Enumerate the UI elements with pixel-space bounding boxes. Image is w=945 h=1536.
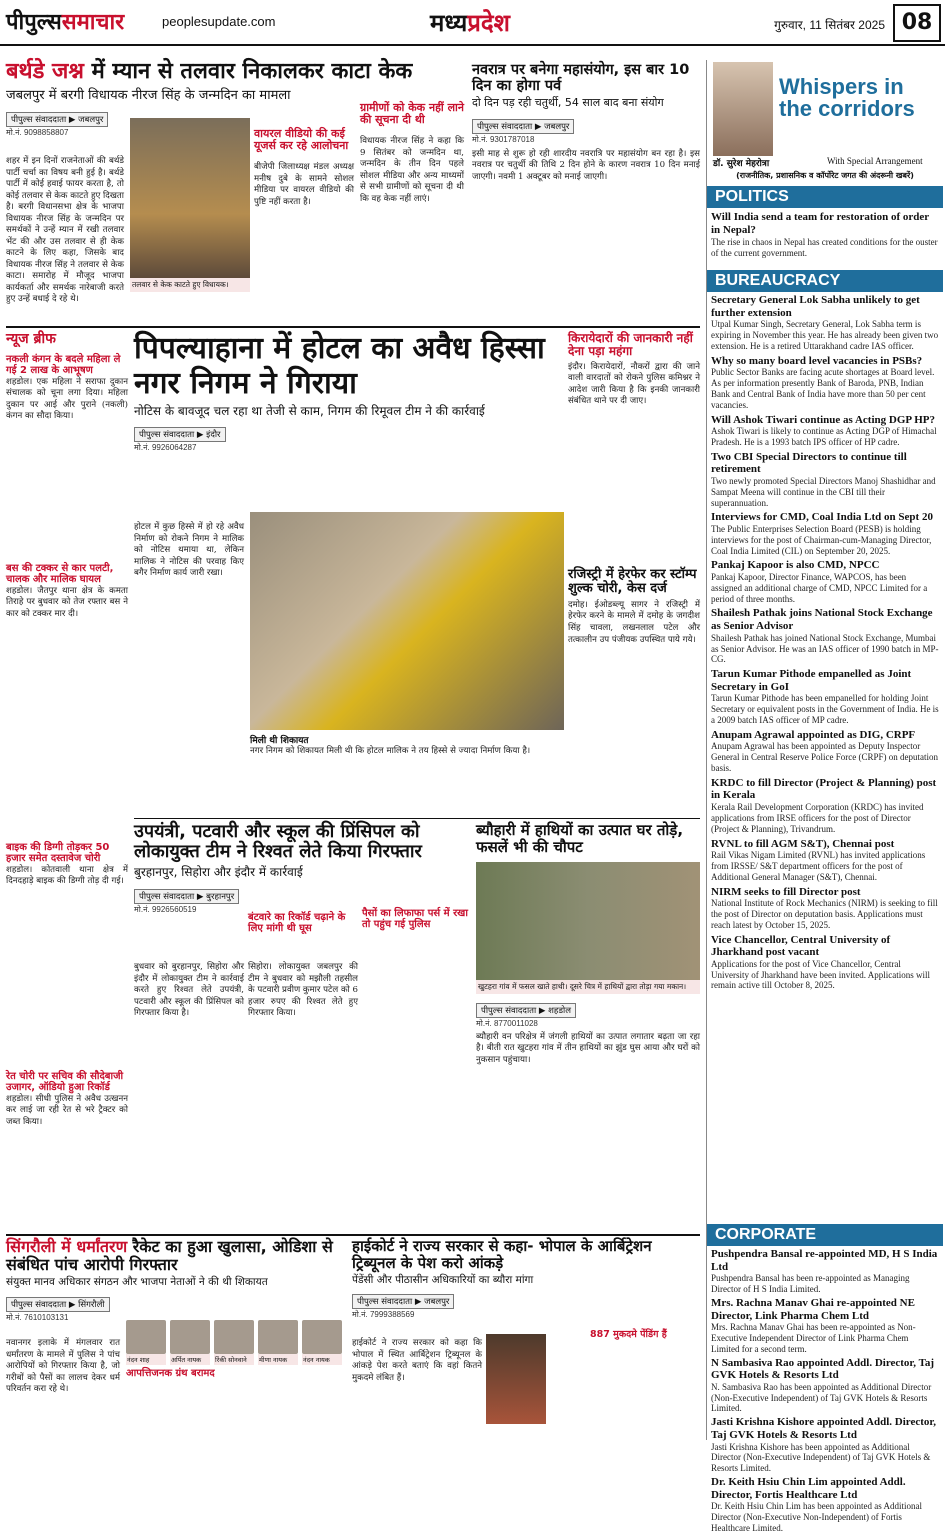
lokayukta-deck: बुरहानपुर, सिहोरा और इंदौर में कार्रवाई [134,865,303,880]
brand-name-2: समाचार [61,10,125,35]
politics-section [707,186,943,260]
lead-headline-red: बर्थडे जश्न [6,59,84,84]
whispers-tagline: (राजनीतिक, प्रशासनिक व कॉर्पोरेट जगत की अंदरूनी खबरें) [736,171,914,180]
navratra-body: इसी माह से शुरू हो रही शारदीय नवरात्रि पर महासंयोग बन रहा है। इस नवरात्र पर चतुर्थी की तिथि 2 दिन होने के कारण नवरात्र 10 दिन मनाई जाएगी। नवमी 1 अक्टूबर को मनाई जाएगी। [472,148,700,182]
hotel-mobile: मो.नं. 9926064287 [134,443,197,453]
item-body: Applications for the post of Vice Chancellor, Central University of Jharkhand have been invited. Applications will remain active till October 8, 2025. [711,958,930,991]
elephant-byline: पीपुल्स संवाददाता ▶ शहडोल [476,1003,576,1018]
whispers-logo: Whispers in the corridors [779,74,915,121]
item-body: National Institute of Rock Mechanics (NIRM) is seeking to fill the post of Director on deputation basis. Applications must reach latest by October 15, 2025. [711,898,938,930]
elephant-story [476,822,700,1232]
lead-body-3: विधायक नीरज सिंह ने कहा कि 9 सितंबर को जन्मदिन था, जन्मदिन के तीन दिन पहले सोशल मीडिया और अन्य माध्यमों से सभी ग्रामीणों को सूचना दी थी कि वह केक नहीं लाएं। [360,136,464,204]
elephant-photo-caption: खुटहरा गांव में फसल खाते हाथी। दूसरे चित्र में हाथियों द्वारा तोड़ा गया मकान। [476,980,700,994]
singrauli-headline-red: सिंगरौली में धर्मांतरण [6,1237,128,1256]
side-stories [568,332,700,816]
item-body: Tarun Kumar Pithode has been empanelled for holding Joint Secretary or equivalent posts in the Government of India. He is a 2009 batch IAS officer of MP cadre. [711,693,939,726]
section-title [390,6,550,39]
item-body: Pushpendra Bansal has been re-appointed as Managing Director of H S India Limited. [711,1273,910,1295]
item-headline: Interviews for CMD, Coal India Ltd on Sept 20 [711,511,933,524]
item-body: Utpal Kumar Singh, Secretary General, Lok Sabha term is expiring in November this year. He has already been given two extension. He is a retired Uttarakhand cadre IAS officer. [711,319,939,351]
elephant-headline: ब्यौहारी में हाथियों का उत्पात घर तोड़े, फसलें भी की चौपट [476,821,684,856]
news-brief [6,332,128,1362]
highcourt-byline: पीपुल्स संवाददाता ▶ जबलपुर [352,1294,454,1309]
accused-name: मीणा नायक [258,1354,298,1365]
lokayukta-mobile: मो.नं. 9926560519 [134,904,197,914]
author-photo [713,62,773,156]
lead-deck: जबलपुर में बरगी विधायक नीरज सिंह के जन्मदिन का मामला [6,87,291,103]
registry-body: दमोह। ईओडब्ल्यू सागर ने रजिस्ट्री में हेरफेर करने के मामले में दमोह के जगदीश सिंह चावला, लखनलाल पटेल और तत्कालीन उप पंजीयक उपस्थित पाये गये। [568,599,700,645]
accused-photo [302,1320,342,1354]
item-body: Anupam Agrawal has been appointed as Deputy Inspector General in Central Reserve Police Force (CRPF) on deputation basis. [711,741,938,774]
accused-name: अर्पित नायक [170,1354,210,1365]
brand-name: पीपुल्स [6,10,62,35]
hotel-deck: नोटिस के बावजूद चल रहा था तेजी से काम, निगम की रिमूवल टीम ने की कार्रवाई [134,404,485,418]
accused-photo [126,1320,166,1354]
elephant-mobile: मो.नं. 8770011028 [476,1018,538,1028]
corporate-section [707,1224,943,1533]
lokayukta-body: बुधवार को बुरहानपुर, सिहोरा और इंदौर में लोकायुक्त टीम ने कार्रवाई करते हुए रिश्वत लेते उपयंत्री, पटवारी और स्कूल की प्रिंसिपल को गिरफ्तार किया है। [134,962,244,1019]
page-number: 08 [893,4,941,42]
item-headline: Mrs. Rachna Manav Ghai re-appointed NE Director, Link Pharma Chem Ltd [711,1296,915,1322]
lead-photo-caption: तलवार से केक काटते हुए विधायक। [130,278,250,292]
highcourt-headline: हाईकोर्ट ने राज्य सरकार से कहा- भोपाल के आर्बिट्रेशन ट्रिब्यूनल के पेश करो आंकड़े [352,1237,652,1272]
brief-body: शहडोल। जैतपुर थाना क्षेत्र के कमता तिराहे पर बुधवार को तेज रफ्तार बस ने कार को टक्कर मार दी। [6,585,128,619]
item-headline: Why so many board level vacancies in PSBs? [711,354,923,367]
item-headline: Pankaj Kapoor is also CMD, NPCC [711,559,880,572]
item-headline: Secretary General Lok Sabha unlikely to get further extension [711,294,920,319]
highcourt-byline-name: पीपुल्स संवाददाता [357,1297,413,1308]
singrauli-body: नवानगर इलाके में मंगलवार रात धर्मांतरण के मामले में पुलिस ने पांच आरोपियों को गिरफ्तार किया है, जो गरीबों को पैसों का लालच देकर धर्म परिवर्तन करा रहे थे। [6,1338,120,1395]
elephant-byline-name: पीपुल्स संवाददाता [481,1005,537,1016]
hotel-body-2: नगर निगम को शिकायत मिली थी कि होटल मालिक ने तय हिस्से से ज्यादा निर्माण किया है। [250,746,531,757]
singrauli-byline: पीपुल्स संवाददाता ▶ सिंगरौली [6,1297,110,1312]
lokayukta-byline: पीपुल्स संवाददाता ▶ बुरहानपुर [134,889,239,904]
hotel-headline: पिपल्याहाना में होटल का अवैध हिस्सा नगर निगम ने गिराया [134,331,545,401]
accused-name: नंदन नायक [302,1354,342,1365]
lead-body-1: शहर में इन दिनों राजनेताओं की बर्थडे पार्टी चर्चा का विषय बनी हुई है। बर्थडे पार्टी में कोई हवाई फायर करता है, तो कोई तलवार से केक काटते हुए दिखता है। बरगी विधानसभा क्षेत्र के भाजपा विधायक नीरज सिंह के जन्मदिन पर समर्थकों ने उन्हें म्यान में रखी तलवार भेंट की और उस तलवार से ही केक काटने के लिए कहा, जिसके बाद विधायक नीरज सिंह ने तलवार से केक काटा। समारोह में मौजूद भाजपा कार्यकर्ता और समर्थक नारेबाजी करते हुए उन्हें बधाई दे रहे थे। [6,156,125,305]
item-body: Mrs. Rachna Manav Ghai has been re-appointed as Non-Executive Independent Director of Link Pharma Chem Limited for a second term. [711,1322,916,1354]
elephant-byline-place: शहडोल [548,1005,571,1016]
whispers-column [706,60,942,1533]
accused-name: नंदन शाह [126,1354,166,1365]
brand-logo [6,6,156,36]
accused-photos [126,1320,344,1364]
lokayukta-subhead: बंटवारे का रिकॉर्ड चढ़ाने के लिए मांगी थी घूस [248,912,346,935]
singrauli-headline: रैकेट का हुआ खुलासा, ओडिशा से संबंधित पांच आरोपी गिरफ्तार [6,1237,333,1274]
highcourt-subhead: 887 मुकदमे पेंडिंग हैं [590,1329,667,1340]
lead-mobile: मो.नं. 9098858807 [6,128,69,138]
brief-headline: रेत चोरी पर सचिव की सौदेबाजी उजागर, ऑडियो हुआ रिकॉर्ड [6,1070,124,1094]
navratra-headline: नवरात्र पर बनेगा महासंयोग, इस बार 10 दिन का होगा पर्व [472,62,690,95]
hotel-demolition-photo [250,512,564,730]
brief-body: शहडोल। सीधी पुलिस ने अवैध उत्खनन कर लाई जा रही रेत से भरे ट्रैक्टर को जब्त किया। [6,1093,128,1127]
lead-headline [6,60,464,85]
hotel-lower-text [250,736,564,816]
item-headline: Vice Chancellor, Central University of Jharkhand post vacant [711,933,891,959]
brief-headline: बाइक की डिग्गी तोड़कर 50 हजार समेत दस्तावेज चोरी [6,841,110,865]
lead-subhead-2: ग्रामीणों को केक नहीं लाने की सूचना दी थी [360,101,464,127]
item-headline: Will Ashok Tiwari continue as Acting DGP HP? [711,413,936,426]
brief-body: शहडोल। कोतवाली थाना क्षेत्र में दिनदहाड़े बाइक की डिग्गी तोड़ दी गई। [6,864,128,887]
item-headline: Will India send a team for restoration of order in Nepal? [711,211,929,236]
item-headline: KRDC to fill Director (Project & Planning) post in Kerala [711,776,937,802]
item-body: Pankaj Kapoor, Director Finance, WAPCOS, has been assigned an additional charge of CMD, NPCC Limited for a period of three months. [711,572,928,604]
highcourt-body: हाईकोर्ट ने राज्य सरकार को कहा कि भोपाल में स्थित आर्बिट्रेशन ट्रिब्यूनल के आंकड़े पेश करते बताएं कि वहां कितने मुकदमे लंबित हैं। [352,1338,482,1383]
item-headline: Two CBI Special Directors to continue till retirement [711,450,907,476]
item-headline: Jasti Krishna Kishore appointed Addl. Director, Taj GVK Hotels & Resorts Ltd [711,1416,937,1441]
item-body: Jasti Krishna Kishore has been appointed as Additional Director (Non-Executive Independent) of Taj GVK Hotels & Resorts Limited. [711,1441,931,1474]
lokayukta-byline-name: पीपुल्स संवाददाता [139,891,195,902]
section-header-corporate: CORPORATE [707,1224,943,1246]
hotel-byline-name: पीपुल्स संवाददाता [139,430,195,441]
lokayukta-subhead-2: पैसों का लिफाफा पर्स में रखा तो पहुंच गई पुलिस [362,908,468,931]
lead-subhead: वायरल वीडियो की कई यूजर्स कर रहे आलोचना [254,127,349,153]
item-body: N. Sambasiva Rao has been appointed as Additional Director (Non-Executive Independent) of Taj GVK Hotels & Resorts Limited. [711,1381,932,1414]
brief-body: शहडोल। एक महिला ने सराफा दुकान संचालक को चूना लगा दिया। महिला दुकान पर आई और पुराने (नकली) कंगन का सौदा किया। [6,376,128,422]
singrauli-byline-place: सिंगरौली [78,1299,105,1310]
hotel-story [134,332,564,816]
divider [6,1234,700,1236]
item-headline: N Sambasiva Rao appointed Addl. Director, Taj GVK Hotels & Resorts Ltd [711,1356,935,1382]
singrauli-story [6,1238,346,1440]
author-name: डॉ. सुरेश मेहरोत्रा [713,159,770,169]
lead-byline-place: जबलपुर [78,115,104,126]
item-headline: Shailesh Pathak joins National Stock Exchange as Senior Advisor [711,607,933,633]
hotel-byline-place: इंदौर [206,430,221,441]
lokayukta-body-2: सिहोरा। लोकायुक्त जबलपुर की टीम ने बुधवार को मझौली तहसील के पटवारी प्रवीण कुमार पटेल को 6 हजार रुपए की रिश्वत लेते हुए गिरफ्तार किया। [248,962,358,1019]
section-header-politics: POLITICS [707,186,943,208]
item-body: Ashok Tiwari is likely to continue as Acting DGP of Himachal Pradesh. He is a 1993 batch IPS officer of HP cadre. [711,426,937,447]
item-headline: RVNL to fill AGM S&T), Chennai post [711,837,895,850]
special-arrangement: With Special Arrangement [827,156,923,166]
accused-photo [170,1320,210,1354]
navratra-story [472,62,700,324]
accused-photo [214,1320,254,1354]
highcourt-byline-place: जबलपुर [424,1297,450,1308]
bureaucracy-section [707,270,943,1280]
item-headline: NIRM seeks to fill Director post [711,885,861,898]
masthead [0,0,945,46]
accused-name: रिंकी सोनवाने [214,1354,254,1365]
lead-body-2: बीजेपी जिलाध्यक्ष मंडल अध्यक्ष मनीष दुबे के सामने सोशल मीडिया पर वायरल वीडियो की पुष्टि नहीं करता है। [254,162,354,207]
item-body: Two newly promoted Special Directors Manoj Shashidhar and Sampat Meena will continue in the CBI till their superannuation. [711,476,936,508]
hotel-subhead: मिली थी शिकायत [250,736,309,746]
item-body: Kerala Rail Development Corporation (KRDC) has invited applications from IRSE officers for the post of Director (Project & Planning), Trivandrum. [711,802,924,834]
hotel-byline: पीपुल्स संवाददाता ▶ इंदौर [134,427,226,442]
kirayedar-body: इंदौर। किरायेदारों, नौकरों द्वारा की जाने वाली वारदातों को रोकने पुलिस कमिश्नर ने आदेश जारी किया है कि इनकी जानकारी संबंधित थाने पर दी जाए। [568,361,700,407]
item-body: Public Sector Banks are facing acute shortages at Board level. As per information presently Bank of Baroda, PNB, Indian Bank and Central Bank of India have more than 50 per cent vacancies. [711,367,935,410]
hotel-body: होटल में कुछ हिस्से में हो रहे अवैध निर्माण को रोकने निगम ने मालिक को नोटिस थमाया था, लेकिन मालिक ने नोटिस की परवाह किए बगैर निर्माण कार्य जारी रखा। [134,522,244,579]
item-body: Rail Vikas Nigam Limited (RVNL) has invited applications from IRSSE/ S&T department officers for the post of Additional General Manager (S&T), Chennai. [711,850,926,882]
divider [6,326,700,328]
kirayedar-headline: किरायेदारों की जानकारी नहीं देना पड़ा महंगा [568,331,693,359]
lead-photo [130,118,250,278]
section-title-a: मध्य [429,9,468,37]
item-headline: Pushpendra Bansal re-appointed MD, H S India Ltd [711,1248,938,1273]
gavel-photo [486,1334,546,1424]
navratra-mobile: मो.नं. 9301787018 [472,134,535,144]
brief-title: न्यूज ब्रीफ [6,331,56,347]
lokayukta-headline: उपयंत्री, पटवारी और स्कूल की प्रिंसिपल को लोकायुक्त टीम ने रिश्वत लेते किया गिरफ्तार [134,821,422,863]
navratra-deck: दो दिन पड़ रही चतुर्थी, 54 साल बाद बना संयोग [472,96,664,110]
elephant-photo [476,862,700,980]
highcourt-story [352,1238,700,1440]
item-body: Shailesh Pathak has joined National Stock Exchange, Mumbai as Senior Advisor. He was an IAS officer of 1990 batch in MP-CG. [711,632,939,665]
accused-photo [258,1320,298,1354]
registry-headline: रजिस्ट्री में हेरफेर कर स्टॉम्प शुल्क चोरी, केस दर्ज [568,566,697,597]
section-header-bureaucracy: BUREAUCRACY [707,270,943,292]
item-body: The Public Enterprises Selection Board (PESB) is holding interviews for the post of Chairman-cum-Managing Director, Coal India Limited (CIL) on September 20, 2025. [711,524,932,556]
elephant-body: ब्यौहारी वन परिक्षेत्र में जंगली हाथियों का उत्पात लगातार बढ़ता जा रहा है। बीती रात खुटहरा गांव में तीन हाथियों का झुंड घुस आया और घरों को नुकसान पहुंचाया। [476,1031,700,1065]
navratra-byline-place: जबलपुर [544,121,570,132]
divider [134,818,700,819]
brief-headline: नकली कंगन के बदले महिला ले गई 2 लाख के आभूषण [6,353,121,377]
site-url[interactable]: peoplesupdate.com [162,14,276,29]
brief-headline: बस की टक्कर से कार पलटी, चालक और मालिक घायल [6,562,114,586]
lead-story [6,60,464,322]
highcourt-mobile: मो.नं. 7999388569 [352,1310,415,1320]
item-headline: Dr. Keith Hsiu Chin Lim appointed Addl. Director, Fortis Healthcare Ltd [711,1475,906,1501]
lokayukta-byline-place: बुरहानपुर [206,891,235,902]
lead-byline: पीपुल्स संवाददाता ▶ जबलपुर [6,112,108,127]
section-title-b: प्रदेश [467,9,511,37]
lead-headline-text: में म्यान से तलवार निकालकर काटा केक [91,59,413,84]
highcourt-deck: पेंडेंसी और पीठासीन अधिकारियों का ब्यौरा मांगा [352,1273,534,1286]
item-body: The rise in chaos in Nepal has created conditions for the ouster of the current government. [711,237,938,259]
singrauli-subhead: आपत्तिजनक ग्रंथ बरामद [126,1368,215,1379]
singrauli-mobile: मो.नं. 7610103131 [6,1312,69,1322]
lead-byline-name: पीपुल्स संवाददाता [11,115,67,126]
lokayukta-story [134,822,470,1232]
item-headline: Anupam Agrawal appointed as DIG, CRPF [711,728,916,741]
item-headline: Tarun Kumar Pithode empanelled as Joint Secretary in GoI [711,668,912,693]
issue-date: गुरुवार, 11 सितंबर 2025 [774,18,885,32]
singrauli-byline-name: पीपुल्स संवाददाता [11,1299,67,1310]
item-body: Dr. Keith Hsiu Chin Lim has been appointed as Additional Director (Non-Executive Non-Independent) of Fortis Healthcare Limited. [711,1501,922,1533]
navratra-byline: पीपुल्स संवाददाता ▶ जबलपुर [472,119,574,134]
navratra-byline-name: पीपुल्स संवाददाता [477,121,533,132]
singrauli-deck: संयुक्त मानव अधिकार संगठन और भाजपा नेताओं ने की थी शिकायत [6,1275,268,1288]
